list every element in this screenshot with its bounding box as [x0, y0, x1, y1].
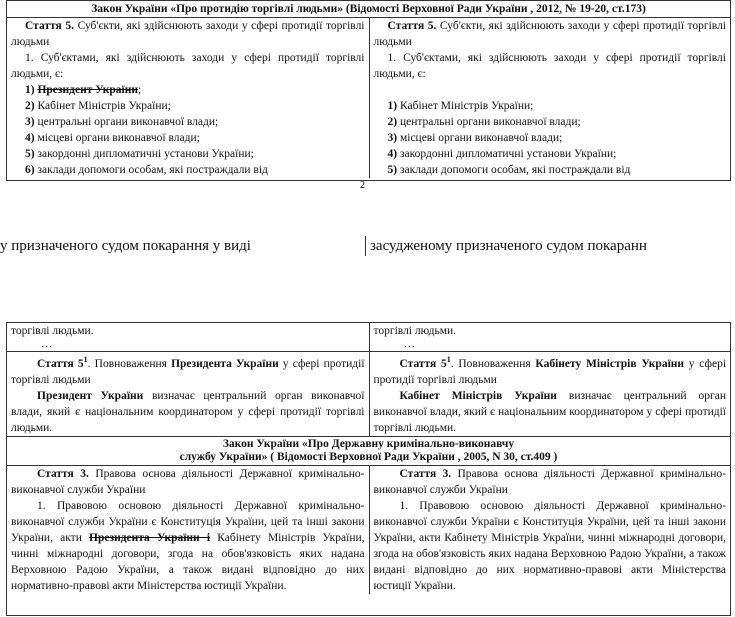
struck-text: Президента України і: [89, 531, 211, 544]
list-item: 1) Кабінет Міністрів України;: [387, 100, 534, 112]
list-item: 5) заклади допомоги особам, які постраждали від: [387, 164, 631, 176]
article-heading: Стаття 3. Правова основа діяльності Державної кримінально-виконавчої служби України: [373, 467, 727, 496]
list-item: 4) закордонні дипломатичні установи України;: [387, 148, 617, 160]
paragraph: Кабінет Міністрів України визначає центральний орган виконавчої влади, який є національним координатором у сфері протидії торгівлі людьми.: [373, 389, 726, 434]
right-column: [369, 352, 731, 436]
article-title: Суб'єкти, які здійснюють заходи у сфері протидії торгівлі людьми: [11, 20, 365, 48]
law-header: Закон України «Про протидію торгівлі людьми» (Відомості Верховної Ради України , 2012, № 19-20, ст.173): [7, 1, 730, 18]
article-title: Суб'єкти, які здійснюють заходи у сфері протидії торгівлі людьми: [373, 20, 727, 48]
list-item: 2) центральні органи виконавчої влади;: [387, 116, 581, 128]
list-item: 2) Кабінет Міністрів України;: [25, 100, 171, 112]
list-item: 1) Президент України;: [25, 84, 142, 96]
article-heading: Стаття $5^1$. Повноваження Кабінету Міністрів України у сфері протидії торгівлі людьми: [373, 355, 727, 386]
paragraph: 1. Суб'єктами, які здійснюють заходи у сфері протидії торгівлі людьми, є:: [11, 52, 365, 80]
table-row: [7, 18, 730, 178]
law-header: Закон України «Про Державну кримінально-виконавчу службу України» ( Відомості Верховної Ради України , 2005, N 30, ст.409 ): [7, 437, 730, 466]
page-number: 2: [360, 180, 365, 191]
struck-text: Президент України: [37, 84, 138, 96]
left-column: [7, 466, 369, 594]
column-divider: [365, 236, 366, 256]
paragraph: 1. Суб'єктами, які здійснюють заходи у сфері протидії торгівлі людьми, є:: [373, 52, 726, 80]
paragraph: 1. Правовою основою діяльності Державної кримінально-виконавчої служби України є Конституція України, цей та інші закони України, акти Президента України і Кабінету Міністрів України, чинні міжнародні договори, згода на обов'язковість яких надана Верховною Радою України, а також видані відповідно до них нормативно-правові акти Міністерства юстиції України.: [11, 499, 365, 592]
article-label: Стаття 5.: [387, 20, 437, 32]
list-item: 5) закордонні дипломатичні установи України;: [25, 148, 254, 160]
article-label: Стаття 5: [37, 357, 84, 370]
table-row: [7, 352, 730, 437]
strip-left-text: у призначеного судом покарання у виді: [0, 238, 251, 254]
article-label: Стаття 5.: [25, 20, 74, 32]
paragraph: 1. Правовою основою діяльності Державної кримінально-виконавчої служби України є Конституція України, цей та інші закони України, акти Кабінету Міністрів України, чинні міжнародні договори, згода на обов'язковість яких надана Верховною Радою України, а також видані відповідно до них нормативно-правові акти Міністерства юстиції України.: [373, 499, 726, 592]
ellipsis: …: [41, 338, 53, 350]
article-label: Стаття 3.: [37, 467, 89, 480]
top-comparison-table: [6, 0, 731, 181]
article-heading: [11, 18, 365, 50]
left-column: [7, 323, 369, 351]
list-item: 4) місцеві органи виконавчої влади;: [25, 132, 200, 144]
article-label: Стаття 3.: [399, 467, 452, 480]
right-column: [369, 18, 731, 178]
table-row: [7, 323, 730, 352]
partial-text-strip: [0, 236, 735, 256]
list-item: 3) місцеві органи виконавчої влади;: [387, 132, 563, 144]
table-row: [7, 466, 730, 594]
blank-line: [374, 82, 727, 98]
article-heading: Стаття $5^1$. Повноваження Президента України у сфері протидії торгівлі людьми: [11, 355, 365, 386]
text-line: торгівлі людьми.: [373, 325, 457, 337]
article-heading: Стаття 3. Правова основа діяльності Державної кримінально-виконавчої служби України: [11, 467, 365, 496]
paragraph: Президент України визначає центральний орган виконавчої влади, який є національним координатором у сфері протидії торгівлі людьми.: [11, 389, 365, 434]
article-heading: [374, 18, 727, 50]
left-column: [7, 18, 369, 178]
ellipsis: …: [403, 338, 415, 350]
list-item: 3) центральні органи виконавчої влади;: [25, 116, 219, 128]
text-line: торгівлі людьми.: [11, 325, 94, 337]
left-column: [7, 352, 369, 436]
bottom-comparison-table: [6, 322, 731, 616]
list-item: 6) заклади допомоги особам, які постраждали від: [25, 164, 268, 176]
right-column: [369, 323, 731, 351]
strip-right-text: засудженому призначеного судом покаранн: [370, 238, 647, 254]
article-label: Стаття 5: [399, 357, 447, 370]
right-column: [369, 466, 731, 594]
